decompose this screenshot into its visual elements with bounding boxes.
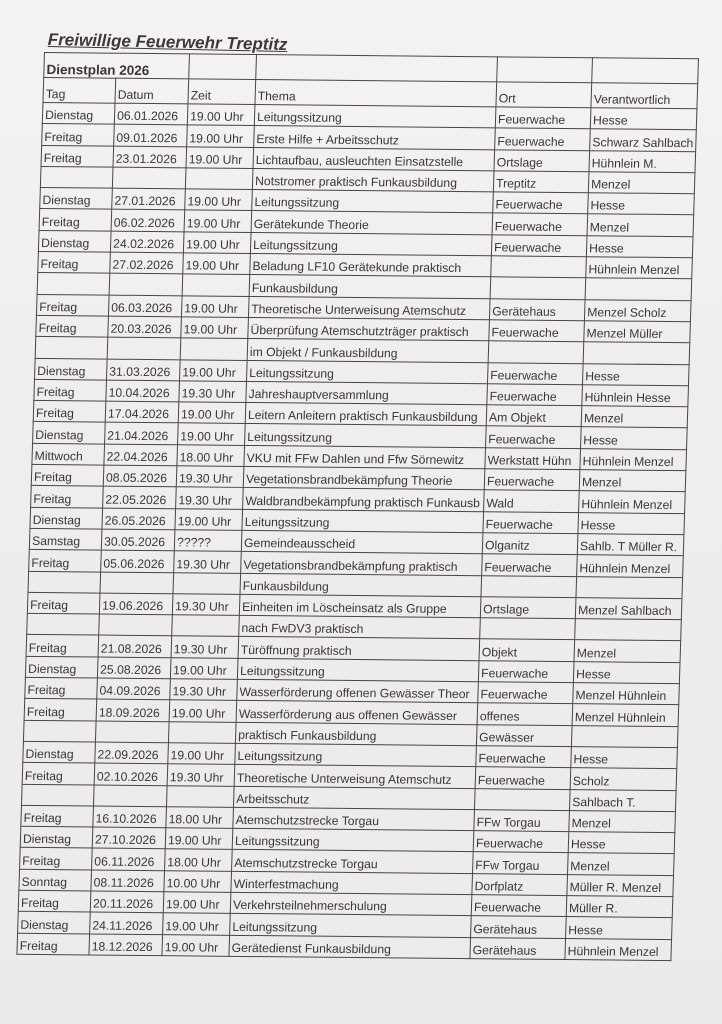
cell-zeit: 19.00 Uhr	[187, 104, 255, 126]
cell-verantwortlich	[576, 576, 683, 598]
column-header-zeit: Zeit	[188, 79, 256, 105]
cell-verantwortlich	[583, 342, 690, 364]
empty-cell	[497, 57, 593, 83]
empty-cell	[189, 54, 257, 80]
cell-zeit: 19.00 Uhr	[181, 296, 249, 318]
cell-verantwortlich: Menzel	[581, 406, 688, 428]
cell-datum: 25.08.2026	[97, 657, 171, 679]
cell-verantwortlich: Hesse	[586, 236, 693, 258]
cell-zeit	[173, 572, 241, 594]
cell-datum: 16.10.2026	[93, 806, 167, 828]
cell-verantwortlich: Menzel Sahlbach	[575, 597, 682, 619]
cell-verantwortlich: Hesse	[566, 917, 673, 939]
cell-thema: Vegetationsbrandbekämpfung praktisch	[241, 552, 483, 576]
cell-tag: Freitag	[36, 294, 109, 316]
cell-tag: Dienstag	[18, 912, 91, 934]
cell-ort: Feuerwache	[493, 192, 589, 214]
cell-thema: Überprüfung Atemschutzträger praktisch	[248, 317, 490, 341]
cell-datum	[93, 785, 167, 807]
cell-zeit: 18.00 Uhr	[165, 849, 233, 871]
cell-datum	[107, 337, 181, 359]
cell-verantwortlich: Hesse	[573, 661, 680, 683]
cell-tag	[35, 337, 108, 359]
cell-datum	[112, 167, 186, 189]
cell-thema: Leitungssitzung	[235, 743, 477, 767]
cell-thema: Gemeindeausscheid	[241, 530, 483, 554]
cell-thema: Leitungssitzung	[254, 105, 496, 129]
cell-ort: Dorfplatz	[472, 873, 568, 895]
cell-datum: 20.03.2026	[108, 316, 182, 338]
cell-verantwortlich: Hesse	[588, 193, 695, 215]
cell-tag: Dienstag	[42, 102, 115, 124]
cell-ort: Objekt	[479, 639, 575, 661]
cell-verantwortlich: Hesse	[571, 747, 678, 769]
cell-datum: 06.11.2026	[92, 848, 166, 870]
cell-ort	[480, 618, 576, 640]
cell-ort: Feuerwache	[487, 384, 583, 406]
cell-tag: Dienstag	[20, 826, 93, 848]
cell-thema: Winterfestmachung	[231, 871, 473, 895]
cell-thema: Gerätekunde Theorie	[251, 211, 493, 235]
cell-thema: Vegetationsbrandbekämpfung Theorie	[243, 466, 485, 490]
cell-verantwortlich: Hesse	[582, 363, 689, 385]
cell-datum: 18.12.2026	[89, 934, 163, 956]
cell-datum: 24.11.2026	[90, 912, 164, 934]
cell-tag	[21, 784, 94, 806]
cell-tag: Sonntag	[19, 869, 92, 891]
cell-thema: Funkausbildung	[249, 275, 491, 299]
cell-verantwortlich: Scholz	[570, 768, 677, 790]
cell-ort: Ortslage	[494, 149, 590, 171]
cell-datum: 20.11.2026	[90, 891, 164, 913]
cell-verantwortlich: Hühnlein Hesse	[582, 385, 689, 407]
cell-thema: Funkausbildung	[240, 573, 482, 597]
cell-thema: VKU mit FFw Dahlen und Ffw Sörnewitz	[244, 445, 486, 469]
cell-tag: Freitag	[18, 890, 91, 912]
cell-ort: Feuerwache	[487, 362, 583, 384]
cell-datum: 17.04.2026	[105, 401, 179, 423]
cell-thema: Leitungssitzung	[230, 914, 472, 938]
cell-zeit: 19.00 Uhr	[181, 317, 249, 339]
cell-verantwortlich: Hühnlein Menzel	[577, 555, 684, 577]
cell-zeit	[166, 785, 234, 807]
cell-ort: Feuerwache	[484, 469, 580, 491]
cell-tag: Freitag	[38, 252, 111, 274]
cell-ort: Feuerwache	[482, 554, 578, 576]
cell-verantwortlich	[585, 278, 692, 300]
cell-ort: Feuerwache	[495, 107, 591, 129]
cell-ort: Ortslage	[480, 597, 576, 619]
cell-datum: 27.02.2026	[110, 252, 184, 274]
cell-tag	[40, 166, 113, 188]
cell-zeit: 19.00 Uhr	[185, 189, 253, 211]
cell-ort: Feuerwache	[478, 682, 574, 704]
cell-thema: Leitungssitzung	[246, 360, 488, 384]
cell-ort: Gerätehaus	[489, 298, 585, 320]
cell-zeit: 19.00 Uhr	[163, 892, 231, 914]
cell-ort	[488, 341, 584, 363]
cell-zeit	[168, 721, 236, 743]
cell-tag: Freitag	[27, 592, 100, 614]
cell-datum	[95, 721, 169, 743]
column-header-ort: Ort	[496, 82, 592, 108]
cell-thema: Atemschutzstrecke Torgau	[233, 807, 475, 831]
cell-ort: Gewässer	[476, 724, 572, 746]
cell-tag	[28, 571, 101, 593]
cell-thema: Waldbrandbekämpfung praktisch Funkausb	[243, 488, 485, 512]
cell-tag: Freitag	[31, 486, 104, 508]
cell-datum: 31.03.2026	[106, 359, 180, 381]
column-header-thema: Thema	[255, 80, 497, 107]
cell-zeit: 19.30 Uhr	[176, 466, 244, 488]
cell-zeit: 18.00 Uhr	[177, 445, 245, 467]
cell-datum: 27.10.2026	[92, 827, 166, 849]
cell-tag: Freitag	[33, 401, 106, 423]
cell-zeit: 19.00 Uhr	[178, 423, 246, 445]
cell-thema: Gerätedienst Funkausbildung	[229, 935, 471, 959]
cell-ort: Treptitz	[493, 171, 589, 193]
cell-verantwortlich: Menzel	[587, 214, 694, 236]
column-header-verantwortlich: Verantwortlich	[591, 83, 698, 109]
cell-datum	[109, 274, 183, 296]
cell-zeit: 19.00 Uhr	[183, 253, 251, 275]
schedule-sheet	[16, 52, 699, 961]
cell-verantwortlich: Hesse	[590, 108, 697, 130]
plan-title: Dienstplan 2026	[44, 53, 190, 79]
cell-tag: Freitag	[39, 209, 112, 231]
cell-zeit	[182, 274, 250, 296]
cell-verantwortlich	[575, 619, 682, 641]
cell-tag: Freitag	[26, 635, 99, 657]
cell-thema: praktisch Funkausbildung	[235, 722, 477, 746]
cell-zeit: 19.00 Uhr	[183, 232, 251, 254]
cell-thema: Wasserförderung aus offenen Gewässer	[236, 701, 478, 725]
cell-zeit: ?????	[174, 530, 242, 552]
cell-zeit: 19.00 Uhr	[170, 657, 238, 679]
cell-ort: Feuerwache	[492, 213, 588, 235]
cell-datum: 06.02.2026	[111, 210, 185, 232]
cell-tag: Dienstag	[40, 188, 113, 210]
cell-datum: 04.09.2026	[97, 678, 171, 700]
cell-verantwortlich: Sahlb. T Müller R.	[577, 534, 684, 556]
cell-datum	[100, 572, 174, 594]
cell-tag: Dienstag	[23, 741, 96, 763]
cell-zeit: 19.00 Uhr	[175, 508, 243, 530]
cell-zeit: 19.30 Uhr	[167, 764, 235, 786]
column-header-tag: Tag	[43, 77, 116, 103]
cell-ort: Olganitz	[482, 533, 578, 555]
cell-ort	[474, 788, 570, 810]
cell-zeit: 19.00 Uhr	[179, 359, 247, 381]
cell-zeit: 19.30 Uhr	[174, 551, 242, 573]
cell-verantwortlich: Hühnlein Menzel	[565, 938, 672, 960]
cell-tag: Freitag	[41, 145, 114, 167]
cell-tag: Dienstag	[35, 358, 108, 380]
cell-tag: Freitag	[22, 763, 95, 785]
cell-thema: im Objekt / Funkausbildung	[247, 339, 489, 363]
cell-ort	[491, 256, 587, 278]
column-header-datum: Datum	[115, 78, 189, 104]
cell-ort: Feuerwache	[471, 895, 567, 917]
empty-cell	[592, 58, 699, 84]
cell-ort: FFw Torgau	[473, 852, 569, 874]
cell-verantwortlich: Hesse	[578, 512, 685, 534]
cell-verantwortlich: Hühnlein Menzel	[579, 491, 686, 513]
cell-thema: Jahreshauptversammlung	[246, 381, 488, 405]
cell-ort: Wald	[484, 490, 580, 512]
cell-datum: 23.01.2026	[113, 146, 187, 168]
cell-tag: Freitag	[21, 805, 94, 827]
cell-thema: Leitungssitzung	[237, 658, 479, 682]
cell-zeit: 19.00 Uhr	[165, 828, 233, 850]
cell-tag: Dienstag	[33, 422, 106, 444]
cell-verantwortlich: Müller R.	[566, 896, 673, 918]
cell-thema: Leitern Anleitern praktisch Funkausbildung	[245, 403, 487, 427]
cell-datum: 18.09.2026	[96, 699, 170, 721]
cell-thema: Notstromer praktisch Funkausbildung	[252, 168, 494, 192]
cell-datum: 19.06.2026	[99, 593, 173, 615]
cell-thema: Leitungssitzung	[245, 424, 487, 448]
cell-tag: Freitag	[17, 933, 90, 955]
cell-verantwortlich: Menzel	[588, 172, 695, 194]
cell-ort: Gerätehaus	[470, 937, 566, 959]
cell-tag	[37, 273, 110, 295]
cell-thema: Atemschutzstrecke Torgau	[232, 850, 474, 874]
cell-ort: Feuerwache	[478, 660, 574, 682]
cell-datum: 21.08.2026	[98, 635, 172, 657]
cell-zeit: 19.00 Uhr	[169, 700, 237, 722]
cell-verantwortlich: Menzel Hühnlein	[572, 704, 679, 726]
cell-thema: Leitungssitzung	[232, 828, 474, 852]
cell-tag: Freitag	[42, 124, 115, 146]
cell-datum: 22.09.2026	[95, 742, 169, 764]
cell-zeit: 19.30 Uhr	[171, 636, 239, 658]
cell-ort: Werkstatt Hühn	[485, 448, 581, 470]
cell-ort: Feuerwache	[491, 235, 587, 257]
cell-tag: Freitag	[29, 550, 102, 572]
cell-zeit: 19.30 Uhr	[179, 381, 247, 403]
cell-datum: 10.04.2026	[106, 380, 180, 402]
cell-thema: Beladung LF10 Gerätekunde praktisch	[250, 254, 492, 278]
cell-verantwortlich: Menzel Hühnlein	[573, 683, 680, 705]
cell-zeit: 18.00 Uhr	[166, 807, 234, 829]
empty-cell	[256, 55, 498, 82]
cell-verantwortlich: Menzel	[579, 470, 686, 492]
cell-verantwortlich: Menzel	[568, 853, 675, 875]
cell-ort	[490, 277, 586, 299]
cell-datum: 21.04.2026	[105, 423, 179, 445]
cell-thema: Türöffnung praktisch	[238, 637, 480, 661]
cell-zeit: 19.00 Uhr	[178, 402, 246, 424]
cell-verantwortlich: Hesse	[568, 832, 675, 854]
cell-tag: Samstag	[29, 528, 102, 550]
cell-datum: 26.05.2026	[102, 508, 176, 530]
cell-ort: Feuerwache	[495, 128, 591, 150]
cell-zeit: 19.30 Uhr	[176, 487, 244, 509]
cell-tag: Freitag	[25, 677, 98, 699]
cell-tag: Freitag	[36, 315, 109, 337]
cell-ort: Feuerwache	[473, 831, 569, 853]
cell-tag: Freitag	[31, 464, 104, 486]
cell-tag: Freitag	[20, 848, 93, 870]
cell-datum: 02.10.2026	[94, 763, 168, 785]
cell-verantwortlich: Hühnlein M.	[589, 150, 696, 172]
cell-zeit: 19.00 Uhr	[168, 743, 236, 765]
cell-datum: 08.05.2026	[103, 465, 177, 487]
cell-ort: Feuerwache	[483, 511, 579, 533]
cell-zeit: 19.00 Uhr	[186, 146, 254, 168]
cell-ort	[481, 575, 577, 597]
cell-datum: 05.06.2026	[101, 550, 175, 572]
cell-thema: Leitungssitzung	[250, 232, 492, 256]
cell-thema: Einheiten im Löscheinsatz als Gruppe	[239, 594, 481, 618]
cell-thema: Leitungssitzung	[252, 190, 494, 214]
cell-tag: Dienstag	[38, 230, 111, 252]
cell-zeit: 19.30 Uhr	[170, 679, 238, 701]
cell-datum: 06.03.2026	[108, 295, 182, 317]
cell-tag	[27, 613, 100, 635]
cell-ort: Gerätehaus	[471, 916, 567, 938]
cell-verantwortlich: Schwarz Sahlbach	[590, 129, 697, 151]
cell-thema: Wasserförderung offenen Gewässer Theor	[237, 679, 479, 703]
cell-verantwortlich: Müller R. Menzel	[567, 874, 674, 896]
cell-verantwortlich: Hühnlein Menzel	[580, 448, 687, 470]
cell-thema: Leitungssitzung	[242, 509, 484, 533]
cell-zeit	[185, 168, 253, 190]
cell-zeit	[172, 615, 240, 637]
cell-thema: Erste Hilfe + Arbeitsschutz	[254, 126, 496, 150]
cell-datum	[99, 614, 173, 636]
cell-verantwortlich: Menzel	[574, 640, 681, 662]
cell-datum: 22.04.2026	[104, 444, 178, 466]
cell-thema: Arbeitsschutz	[233, 786, 475, 810]
schedule-table	[16, 52, 699, 961]
cell-tag: Freitag	[24, 699, 97, 721]
cell-datum: 24.02.2026	[110, 231, 184, 253]
document-title: Freiwillige Feuerwehr Treptitz	[47, 30, 288, 55]
cell-datum: 09.01.2026	[114, 124, 188, 146]
cell-thema: Verkehrsteilnehmerschulung	[230, 892, 472, 916]
cell-verantwortlich	[571, 725, 678, 747]
cell-tag: Dienstag	[30, 507, 103, 529]
cell-thema: Theoretische Unterweisung Atemschutz	[234, 765, 476, 789]
cell-zeit: 19.00 Uhr	[163, 913, 231, 935]
cell-verantwortlich: Sahlbach T.	[569, 789, 676, 811]
cell-zeit: 19.00 Uhr	[184, 210, 252, 232]
cell-datum: 30.05.2026	[101, 529, 175, 551]
cell-verantwortlich: Menzel Müller	[584, 321, 691, 343]
cell-verantwortlich: Hesse	[581, 427, 688, 449]
cell-zeit: 19.30 Uhr	[172, 594, 240, 616]
cell-verantwortlich: Menzel Scholz	[584, 299, 691, 321]
cell-ort: FFw Torgau	[474, 809, 570, 831]
cell-ort: Feuerwache	[475, 767, 571, 789]
cell-zeit: 19.00 Uhr	[162, 934, 230, 956]
cell-ort: Feuerwache	[486, 426, 582, 448]
cell-verantwortlich: Hühnlein Menzel	[586, 257, 693, 279]
cell-ort: Feuerwache	[476, 746, 572, 768]
cell-ort: Am Objekt	[486, 405, 582, 427]
cell-datum: 08.11.2026	[91, 870, 165, 892]
cell-thema: Lichtaufbau, ausleuchten Einsatzstelle	[253, 147, 495, 171]
cell-tag: Dienstag	[25, 656, 98, 678]
cell-thema: Theoretische Unterweisung Atemschutz	[248, 296, 490, 320]
cell-zeit: 19.00 Uhr	[187, 125, 255, 147]
cell-thema: nach FwDV3 praktisch	[239, 616, 481, 640]
cell-ort: offenes	[477, 703, 573, 725]
cell-zeit	[180, 338, 248, 360]
cell-datum: 22.05.2026	[103, 486, 177, 508]
cell-datum: 27.01.2026	[112, 188, 186, 210]
cell-tag: Mittwoch	[32, 443, 105, 465]
cell-zeit: 10.00 Uhr	[164, 870, 232, 892]
cell-ort: Feuerwache	[489, 320, 585, 342]
cell-tag: Freitag	[34, 379, 107, 401]
cell-datum: 06.01.2026	[114, 103, 188, 125]
cell-tag	[23, 720, 96, 742]
cell-verantwortlich: Menzel	[569, 810, 676, 832]
